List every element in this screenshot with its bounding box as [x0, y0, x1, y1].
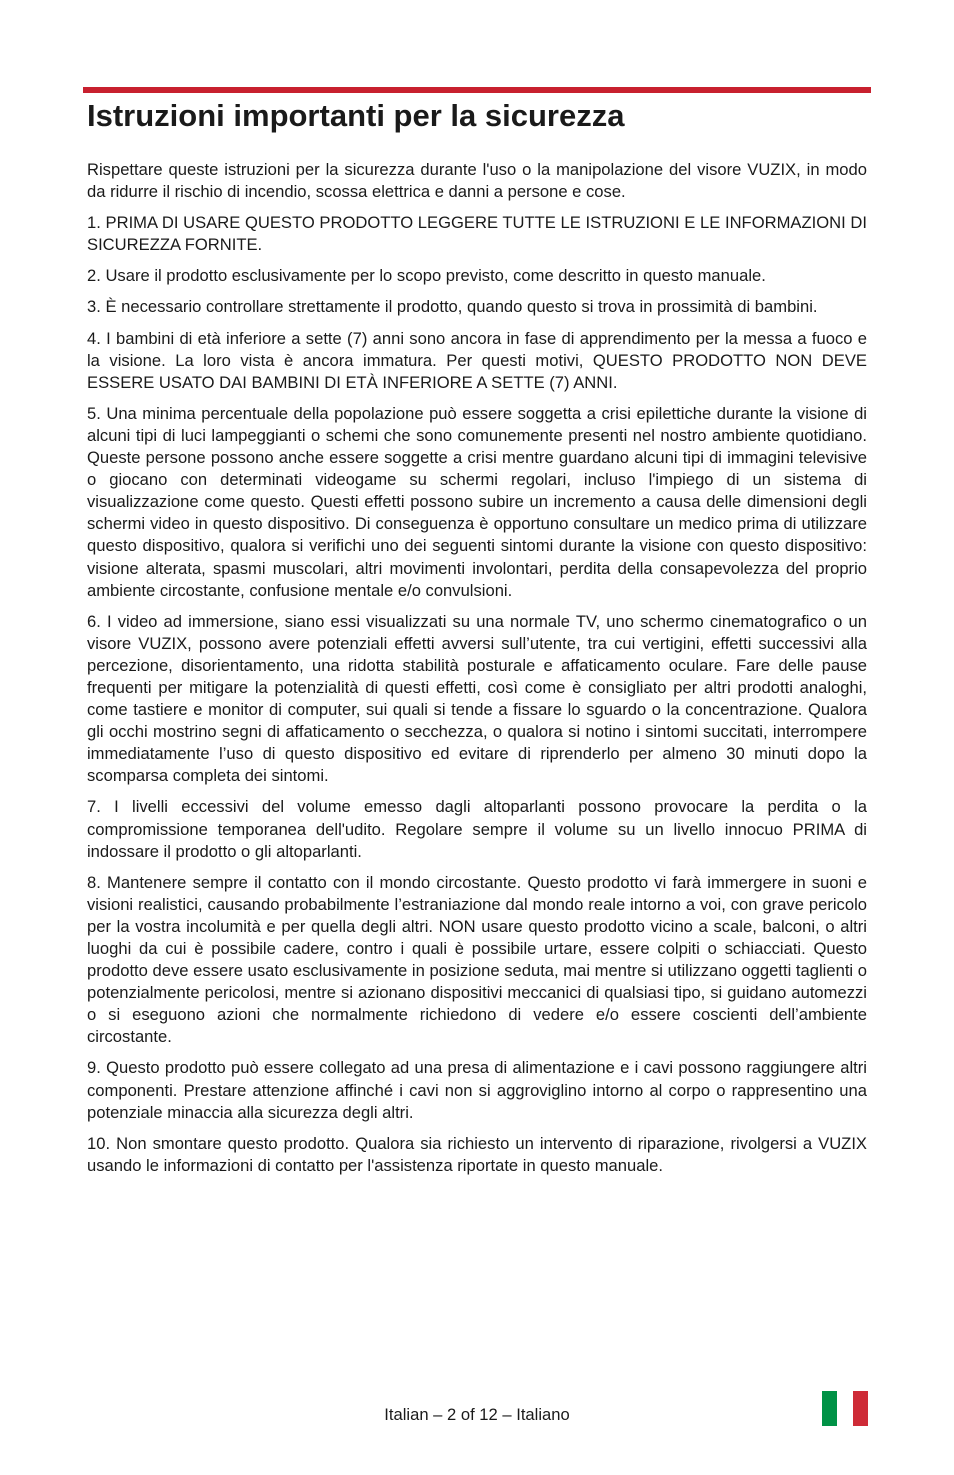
flag-stripe-green: [822, 1391, 837, 1426]
instruction-item-8: 8. Mantenere sempre il contatto con il mondo circostante. Questo prodotto vi farà immergere in suoni e visioni realistici, causando probabilmente l’estraniazione dal mondo reale intorno a voi, con grave pericolo per la vostra incolumità e per quella degli altri. NON usare questo prodotto vicino a scale, balconi, o altri luoghi da cui è possibile cadere, contro i quali è possibile urtare, essere colpiti o schiacciati. Questo prodotto deve essere usato esclusivamente in posizione seduta, mai mentre si utilizzano oggetti taglienti o potenzialmente pericolosi, mentre si azionano dispositivi meccanici di qualsiasi tipo, si guidano automezzi o si eseguono azioni che normalmente richiedono di vedere e/o essere coscienti dell’ambiente circostante.: [87, 872, 867, 1047]
instruction-item-10: 10. Non smontare questo prodotto. Qualora sia richiesto un intervento di riparazione, rivolgersi a VUZIX usando le informazioni di contatto per l'assistenza riportate in questo manuale.: [87, 1133, 867, 1175]
instruction-item-4: 4. I bambini di età inferiore a sette (7) anni sono ancora in fase di apprendimento per la messa a fuoco e la visione. La loro vista è ancora immatura. Per questi motivi, QUESTO PRODOTTO NON DEVE ESSERE USATO DAI BAMBINI DI ETÀ INFERIORE A SETTE (7) ANNI.: [87, 328, 867, 392]
intro-paragraph: Rispettare queste istruzioni per la sicurezza durante l'uso o la manipolazione del visore VUZIX, in modo da ridurre il rischio di incendio, scossa elettrica e danni a persone e cose.: [87, 160, 867, 202]
flag-stripe-white: [837, 1391, 852, 1426]
instruction-item-1: 1. PRIMA DI USARE QUESTO PRODOTTO LEGGERE TUTTE LE ISTRUZIONI E LE INFORMAZIONI DI SICUREZZA FORNITE.: [87, 213, 867, 255]
header-rule: [83, 87, 871, 93]
safety-instructions: [87, 159, 867, 1186]
page-title: Istruzioni importanti per la sicurezza: [87, 98, 625, 133]
instruction-item-3: 3. È necessario controllare strettamente il prodotto, quando questo si trova in prossimità di bambini.: [87, 297, 818, 317]
instruction-item-6: 6. I video ad immersione, siano essi visualizzati su una normale TV, uno schermo cinematografico o un visore VUZIX, possono avere potenziali effetti avversi sull’utente, tra cui vertigini, effetti successivi alla percezione, disorientamento, una ridotta stabilità posturale e affaticamento oculare. Fare delle pause frequenti per mitigare la potenzialità di questi effetti, così come è consigliato per altri prodotti analoghi, come tastiere e monitor di computer, sui quali si tende a fissare lo sguardo o la concentrazione. Qualora gli occhi mostrino segni di affaticamento o secchezza, o qualora si notino i sintomi succitati, interrompere immediatamente l’uso di questo dispositivo ed evitare di riprenderlo per almeno 30 minuti dopo la scomparsa completa dei sintomi.: [87, 611, 867, 786]
italian-flag-icon: [822, 1391, 868, 1426]
instruction-item-9: 9. Questo prodotto può essere collegato ad una presa di alimentazione e i cavi possono raggiungere altri componenti. Prestare attenzione affinché i cavi non si aggroviglino intorno al corpo o rappresentino una potenziale minaccia alla sicurezza degli altri.: [87, 1058, 867, 1122]
instruction-item-2: 2. Usare il prodotto esclusivamente per lo scopo previsto, come descritto in questo manuale.: [87, 266, 766, 286]
instruction-item-5: 5. Una minima percentuale della popolazione può essere soggetta a crisi epilettiche durante la visione di alcuni tipi di luci lampeggianti o schemi che sono comunemente presenti nel nostro ambiente quotidiano. Queste persone possono anche essere soggette a crisi mentre guardano alcuni tipi di immagini televisive o giocano con determinati videogame su schermi regolari, incluso l'impiego di un sistema di visualizzazione come questo. Questi effetti possono subire un incremento a causa delle dimensioni degli schermi video in questo dispositivo. Di conseguenza è opportuno consultare un medico prima di utilizzare questo dispositivo, qualora si verifichi uno dei seguenti sintomi durante la visione con questo dispositivo: visione alterata, spasmi muscolari, altri movimenti involontari, perdita della consapevolezza del proprio ambiente circostante, confusione mentale e/o convulsioni.: [87, 403, 867, 600]
flag-stripe-red: [853, 1391, 868, 1426]
page-number-footer: Italian – 2 of 12 – Italiano: [384, 1405, 570, 1424]
instruction-item-7: 7. I livelli eccessivi del volume emesso dagli altoparlanti possono provocare la perdita o la compromissione temporanea dell'udito. Regolare sempre il volume su un livello innocuo PRIMA di indossare il prodotto o gli altoparlanti.: [87, 797, 867, 861]
